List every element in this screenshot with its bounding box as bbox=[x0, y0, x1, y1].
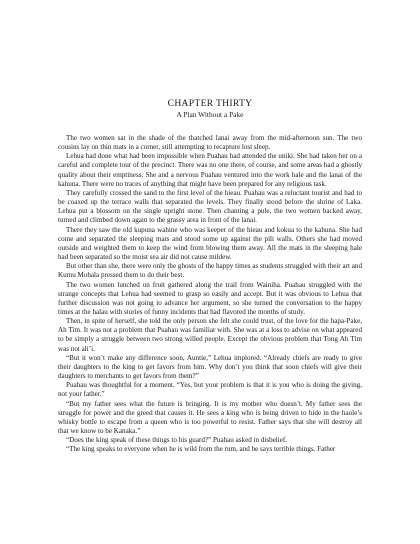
chapter-title: CHAPTER THIRTY bbox=[167, 98, 253, 109]
body-text bbox=[58, 134, 362, 454]
paragraph: Puahau was thoughtful for a moment. “Yes, but your problem is that it is you who is doing the giving, not your father.” bbox=[58, 381, 362, 399]
paragraph: “Does the king speak of these things to his guard?” Puahau asked in disbelief. bbox=[66, 436, 288, 445]
paragraph: Then, in spite of herself, she told the only person she felt she could trust, of the love for the hapa-Pake, Ah Tim. It was not a problem that Puahau was familiar with. She was at a loss to advise on what appeared to be simply a struggle between two strong willed people. Except the obvious problem that Tong Ah Tim was not ali’i. bbox=[58, 317, 362, 353]
paragraph: “But it won’t make any difference soon, Auntie,” Lehua implored. “Already chiefs are ready to give their daughters to the king to get favors from him. Why don’t you think that soon chiefs will give their daughters to merchants to get favors from them?” bbox=[58, 353, 362, 381]
paragraph: The two women lunched on fruit gathered along the trail from Wainiha. Puahau struggled with the strange concepts that Lehua had seemed to grasp so easily and accept. But it was obvious to Lehua that further discussion was not going to advance her argument, so she turned the conversation to the happy times at the halau with stories of funny incidents that had flavored the months of study. bbox=[58, 280, 362, 316]
chapter-heading bbox=[58, 98, 362, 119]
chapter-subtitle: A Plan Without a Pake bbox=[176, 110, 244, 119]
paragraph: “The king speaks to everyone when he is wild from the rum, and he says terrible things. Father bbox=[66, 445, 336, 454]
paragraph: The two women sat in the shade of the thatched lanai away from the mid-afternoon sun. The two cousins lay on thin mats in a corner, still attempting to recapture lost sleep. bbox=[58, 134, 362, 152]
paragraph: Lehua had done what had been impossible when Puahau had attended the uniki. She had taken her on a careful and complete tour of the precinct. There was no one there, of course, and some areas had a ghostly quality about their emptiness. She and a nervous Puahau ventured into the work hale and the lanai of the kahuna. There were no traces of anything that might have been prepared for any religious task. bbox=[58, 152, 362, 188]
paragraph: But other than she, there were only the ghosts of the happy times as students struggled with their art and Kumu Mohala pressed them to do their best. bbox=[58, 262, 362, 280]
paragraph: There they saw the old kupuna wahine who was keeper of the hieau and kokua to the kahuna. She had come and separated the sleeping mats and stood some up against the pili walls. Others she had moved outside and weighted them to keep the wind from blowing them away. All the mats in the sleeping hale had been separated so the moist sea air did not cause mildew. bbox=[58, 225, 362, 262]
paragraph: “But my father sees what the future is bringing. It is my mother who doesn’t. My father sees the struggle for power and the greed that causes it. He sees a king who is being driven to hide in the haole’s whisky bottle to escape from a queen who is too powerful to resist. Father says that she will destroy all that we know to be Kanaka.” bbox=[58, 399, 362, 435]
paragraph: They carefully crossed the sand to the first level of the hieau. Puahau was a reluctant tourist and had to be coaxed up the terrace walls that separated the levels. They finally stood before the shrine of Laka. Lehua put a blossom on the single upright stone. Then chanting a pule, the two women backed away, turned and climbed down again to the grassy area in front of the lanai. bbox=[58, 188, 362, 225]
